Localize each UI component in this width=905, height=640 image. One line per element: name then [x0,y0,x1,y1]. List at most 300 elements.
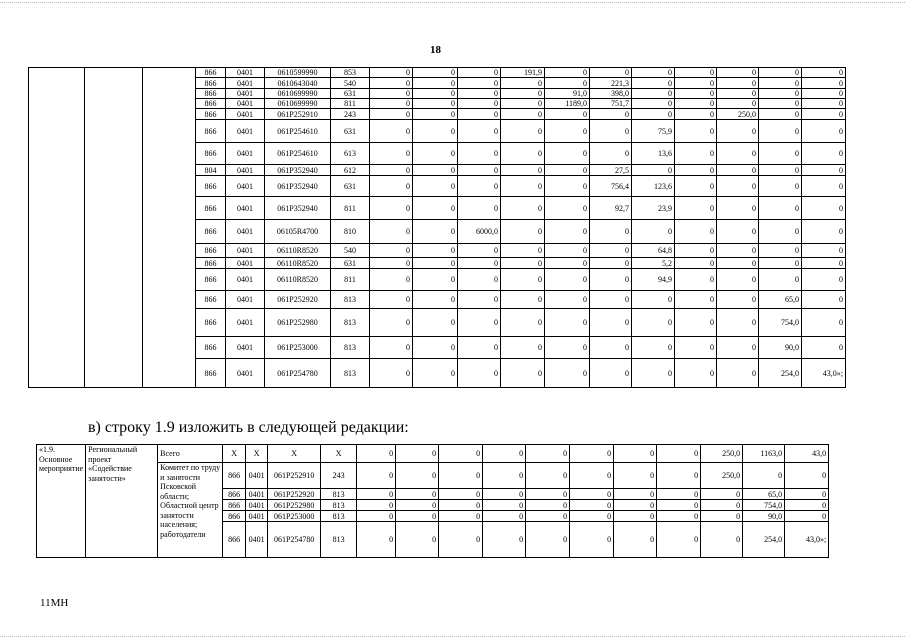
table-cell: 0 [370,220,413,244]
table-cell: 0 [545,220,590,244]
table-cell: 0 [701,511,743,522]
table-cell: 0 [632,337,675,359]
table-cell: 0 [632,309,675,337]
table-cell: 0 [357,463,396,489]
table-cell: 0 [717,244,759,258]
table-cell: 0 [413,197,458,220]
table-cell: 631 [331,176,370,197]
table-cell: 221,3 [590,78,632,89]
table-cell: 0 [501,220,545,244]
table-cell: 631 [331,258,370,269]
table-cell: 0401 [226,220,265,244]
table-cell: 250,0 [717,109,759,120]
table-cell: 061P252980 [268,500,321,511]
table-cell: 0 [657,463,701,489]
table-cell: 061P252980 [265,309,331,337]
table-cell: 0 [675,337,717,359]
table-cell: 061P254780 [268,522,321,558]
table-cell: 0 [458,165,501,176]
table-cell: 0401 [226,176,265,197]
table-cell: 061P254610 [265,120,331,143]
table-cell: 43,0 [785,445,829,463]
table-cell: 866 [196,269,226,291]
table-cell: 0 [675,309,717,337]
table-cell: 866 [196,176,226,197]
table-cell: 0 [413,359,458,388]
table-cell: 0 [614,500,657,511]
table-cell: 0 [483,463,526,489]
table-cell: 631 [331,89,370,99]
table-cell: 94,9 [632,269,675,291]
table-cell: 0 [590,291,632,309]
table-cell: 0401 [246,500,268,511]
table-cell: 613 [331,143,370,165]
table-cell: 612 [331,165,370,176]
table-cell: 0 [439,463,483,489]
table-cell: 0 [545,197,590,220]
table-cell: 866 [196,337,226,359]
table-cell: 0 [501,337,545,359]
table-cell: 243 [321,463,357,489]
table-cell: 0 [675,258,717,269]
table-cell: 0 [717,99,759,109]
table-cell: 0 [396,445,439,463]
table-cell: 0 [370,99,413,109]
table-cell: 0 [458,258,501,269]
table-cell: Х [321,445,357,463]
table-cell: 0 [526,522,570,558]
table-cell: 43,0»; [785,522,829,558]
table-cell: 254,0 [743,522,785,558]
table-cell: 0 [545,291,590,309]
table-cell: 0 [785,511,829,522]
table-cell: 0 [501,78,545,89]
table-cell: 0 [357,445,396,463]
table-cell: 0 [396,522,439,558]
table-cell: 813 [331,291,370,309]
table-cell: 0610699990 [265,89,331,99]
table-cell: 0 [590,258,632,269]
table-cell: 0 [501,244,545,258]
table-cell: 0 [439,511,483,522]
replacement-row-table [36,444,871,558]
table-cell: 0 [413,291,458,309]
table-cell: 813 [321,500,357,511]
table-cell: 90,0 [743,511,785,522]
table-cell: 0 [759,258,802,269]
table-cell: 813 [321,511,357,522]
table-cell: 0 [590,220,632,244]
table-cell: 0 [501,291,545,309]
table-cell: 0 [501,258,545,269]
table-cell: 0 [717,68,759,78]
table-cell: 0 [759,197,802,220]
table-cell: 0 [370,176,413,197]
table-cell: 0 [759,120,802,143]
table-cell: 0 [657,445,701,463]
table-cell: 866 [196,109,226,120]
table-cell: 5,2 [632,258,675,269]
table-cell: 0 [717,89,759,99]
table-cell: 0 [675,143,717,165]
table-cell: 0401 [226,359,265,388]
table-cell: 0 [413,89,458,99]
table-cell: 0401 [226,291,265,309]
table-cell: 0 [701,522,743,558]
total-label-cell: Всего [158,445,223,463]
table-cell: 061P252920 [265,291,331,309]
table-cell: 0 [501,269,545,291]
table-cell: 0 [501,309,545,337]
table-cell: 0 [501,89,545,99]
table-cell: 0 [717,176,759,197]
table-cell: 0 [413,68,458,78]
table-cell: 0 [357,489,396,500]
table-cell: 0 [717,78,759,89]
table-cell: 853 [331,68,370,78]
table-cell: 0401 [246,489,268,500]
table-cell: 0 [413,337,458,359]
table-cell: 0 [396,511,439,522]
table-cell: 0 [439,522,483,558]
table-cell: 0 [439,489,483,500]
table-cell: 866 [223,511,246,522]
table-cell: 0 [657,489,701,500]
table-cell: Х [268,445,321,463]
table-cell: 0 [590,244,632,258]
table-cell: 0 [590,68,632,78]
table-cell: 0 [370,143,413,165]
table-cell: 0 [439,500,483,511]
table-cell: 64,8 [632,244,675,258]
table-cell: 0 [701,500,743,511]
table-cell: 0 [370,269,413,291]
table-cell: 0 [545,109,590,120]
table-cell: 0 [759,68,802,78]
project-name-cell: Региональный проект «Содействие занятости» [86,445,158,558]
table-cell: 0 [802,143,846,165]
table-cell: 866 [223,500,246,511]
table-cell: 813 [331,337,370,359]
table-cell: 0 [570,500,614,511]
table-cell: 0 [632,220,675,244]
table-cell: 0 [370,337,413,359]
table-cell: 0 [570,463,614,489]
section-heading: в) строку 1.9 изложить в следующей редакции: [88,419,409,436]
table-cell: 0 [675,269,717,291]
table-cell: 0 [483,522,526,558]
table-cell: 0 [717,120,759,143]
table-cell: 0 [545,176,590,197]
table-cell: 804 [196,165,226,176]
table-cell: 0 [458,143,501,165]
table-cell: 0401 [226,258,265,269]
table-cell: Х [223,445,246,463]
table-cell: 0 [439,445,483,463]
table-cell: 0 [458,109,501,120]
table-cell: 0 [570,511,614,522]
table-cell: 0 [675,68,717,78]
table-cell: 0 [759,99,802,109]
table-cell: 061P253000 [268,511,321,522]
table-cell: 0 [357,500,396,511]
table-cell: 90,0 [759,337,802,359]
table-cell: 0401 [226,99,265,109]
table-cell: 0401 [226,165,265,176]
table-cell: 0 [717,197,759,220]
table-cell: 0 [458,78,501,89]
table-cell: 0 [413,244,458,258]
table-cell: 0 [590,337,632,359]
table-cell: 0 [458,176,501,197]
table-cell: Х [246,445,268,463]
table-cell: 06105R4700 [265,220,331,244]
table-cell: 398,0 [590,89,632,99]
table-cell: 0 [759,165,802,176]
table-cell: 866 [196,99,226,109]
table-cell: 061P352940 [265,165,331,176]
table-cell: 0610699990 [265,99,331,109]
table-cell: 0401 [226,109,265,120]
table-cell: 0 [657,500,701,511]
table-cell: 0 [501,120,545,143]
table-cell: 0 [501,109,545,120]
table-cell: 0 [501,143,545,165]
table-cell: 75,9 [632,120,675,143]
table-cell: 0 [483,445,526,463]
table-cell: 0 [675,176,717,197]
table-cell: 0 [526,463,570,489]
table-cell: 0 [802,269,846,291]
table-cell: 0 [526,445,570,463]
table-cell: 866 [196,68,226,78]
table-cell: 811 [331,197,370,220]
table-cell: 813 [331,309,370,337]
top-table-body [29,68,888,388]
table-cell: 0 [717,220,759,244]
table-cell: 06110R8520 [265,244,331,258]
table-cell: 751,7 [590,99,632,109]
table-cell: 754,0 [743,500,785,511]
table-cell: 0 [675,99,717,109]
blank-cell-b [85,68,143,388]
table-cell: 866 [196,78,226,89]
table-cell: 0 [413,258,458,269]
table-cell: 0 [632,109,675,120]
blank-cell-c [143,68,196,388]
table-cell: 0 [545,309,590,337]
table-cell: 0 [802,78,846,89]
table-cell: 0 [675,120,717,143]
table-cell: 6000,0 [458,220,501,244]
table-cell: 0 [785,463,829,489]
table-cell: 0 [545,244,590,258]
table-cell: 0 [759,244,802,258]
table-cell: 0 [413,143,458,165]
table-cell: 866 [223,463,246,489]
table-cell: 0 [458,120,501,143]
table-cell: 0 [614,463,657,489]
table-cell: 811 [331,99,370,109]
table-cell: 1189,0 [545,99,590,109]
page-number: 18 [430,44,441,56]
table-cell: 0 [458,99,501,109]
table-cell: 0 [717,359,759,388]
table-cell: 0 [413,220,458,244]
table-cell: 13,6 [632,143,675,165]
table-cell: 0 [413,269,458,291]
table-cell: 866 [196,291,226,309]
table-cell: 0 [675,244,717,258]
table-cell: 0 [413,109,458,120]
table-cell: 0 [413,120,458,143]
table-cell: 0 [802,109,846,120]
table-cell: 0 [675,359,717,388]
table-cell: 23,9 [632,197,675,220]
table-cell: 0401 [226,143,265,165]
table-cell: 0 [526,489,570,500]
table-cell: 0 [632,359,675,388]
table-cell: 0 [632,89,675,99]
table-cell: 631 [331,120,370,143]
table-cell: 866 [196,89,226,99]
bottom-table-body [37,445,871,558]
table-cell: 0 [370,68,413,78]
table-cell: 0 [675,109,717,120]
scan-edge-top [0,2,905,3]
scan-edge-bottom [0,636,905,637]
table-cell: 43,0»; [802,359,846,388]
table-cell: 0 [717,258,759,269]
table-cell: 0 [357,522,396,558]
table-cell: 65,0 [743,489,785,500]
table-cell: 866 [196,120,226,143]
table-cell: 0 [759,143,802,165]
table-cell: 866 [196,143,226,165]
table-cell: 0 [759,89,802,99]
table-cell: 061P252920 [268,489,321,500]
table-cell: 810 [331,220,370,244]
table-cell: 061P254780 [265,359,331,388]
table-cell: 0 [483,511,526,522]
table-cell: 0401 [226,337,265,359]
table-cell: 0 [802,291,846,309]
table-cell: 0 [413,78,458,89]
table-cell: 250,0 [701,463,743,489]
table-cell: 061P252910 [265,109,331,120]
table-cell: 0 [458,337,501,359]
table-cell: 0 [570,489,614,500]
table-cell: 0 [657,511,701,522]
table-cell: 0401 [246,511,268,522]
table-cell: 0 [802,309,846,337]
table-cell: 0 [501,197,545,220]
table-cell: 0 [370,78,413,89]
table-cell: 0 [458,359,501,388]
table-cell: 0 [413,165,458,176]
table-cell: 0 [357,511,396,522]
table-cell: 0 [802,258,846,269]
table-cell: 0 [545,337,590,359]
table-cell: 0 [590,309,632,337]
table-cell: 0 [396,489,439,500]
table-cell: 0 [570,522,614,558]
table-cell: 0 [370,291,413,309]
table-cell: 0 [370,120,413,143]
table-cell: 0 [483,500,526,511]
table-cell: 866 [196,258,226,269]
table-cell: 0 [501,359,545,388]
table-cell: 123,6 [632,176,675,197]
table-cell: 0 [802,165,846,176]
table-cell: 0 [632,78,675,89]
table-cell: 754,0 [759,309,802,337]
table-cell: 0 [590,120,632,143]
table-cell: 0 [545,269,590,291]
table-cell: 866 [196,220,226,244]
table-cell: 0 [545,258,590,269]
table-cell: 0 [759,269,802,291]
table-cell: 0 [759,109,802,120]
blank-cell-a [29,68,85,388]
table-cell: 254,0 [759,359,802,388]
table-cell: 0 [545,165,590,176]
table-cell: 0 [545,68,590,78]
table-cell: 866 [196,309,226,337]
table-cell: 0401 [226,309,265,337]
table-cell: 1163,0 [743,445,785,463]
table-cell: 0 [614,522,657,558]
table-cell: 813 [321,522,357,558]
table-cell: 0 [743,463,785,489]
table-cell: 0401 [246,463,268,489]
table-cell: 0 [396,463,439,489]
table-cell: 0 [396,500,439,511]
table-cell: 0 [675,165,717,176]
table-cell: 061P252910 [268,463,321,489]
table-cell: 0 [717,337,759,359]
table-cell: 0 [545,78,590,89]
table-cell: 0 [802,220,846,244]
table-cell: 0 [458,269,501,291]
table-cell: 061P352940 [265,176,331,197]
table-cell: 0 [632,165,675,176]
table-cell: 0 [501,176,545,197]
table-cell: 0 [759,176,802,197]
table-cell: 0 [370,89,413,99]
table-cell: 0 [570,445,614,463]
table-cell: 0401 [226,89,265,99]
table-cell: 06110R8520 [265,258,331,269]
table-cell: 0 [802,89,846,99]
table-cell: 0 [717,165,759,176]
table-cell: 0 [802,337,846,359]
table-cell: 0 [501,165,545,176]
table-cell: 0 [614,445,657,463]
table-cell: 250,0 [701,445,743,463]
measure-number-cell: «1.9. Основное мероприятие [37,445,86,558]
table-cell: 0 [501,99,545,109]
table-cell: 866 [196,197,226,220]
executor-cell: Комитет по труду и занятости Псковской области; Областной центр занятости населения; работодатели [158,463,223,558]
table-cell: 0 [802,197,846,220]
table-cell: 0 [458,244,501,258]
table-cell: 0 [413,309,458,337]
table-cell: 06110R8520 [265,269,331,291]
table-cell: 0 [717,291,759,309]
table-cell: 0 [785,500,829,511]
table-cell: 0 [370,165,413,176]
